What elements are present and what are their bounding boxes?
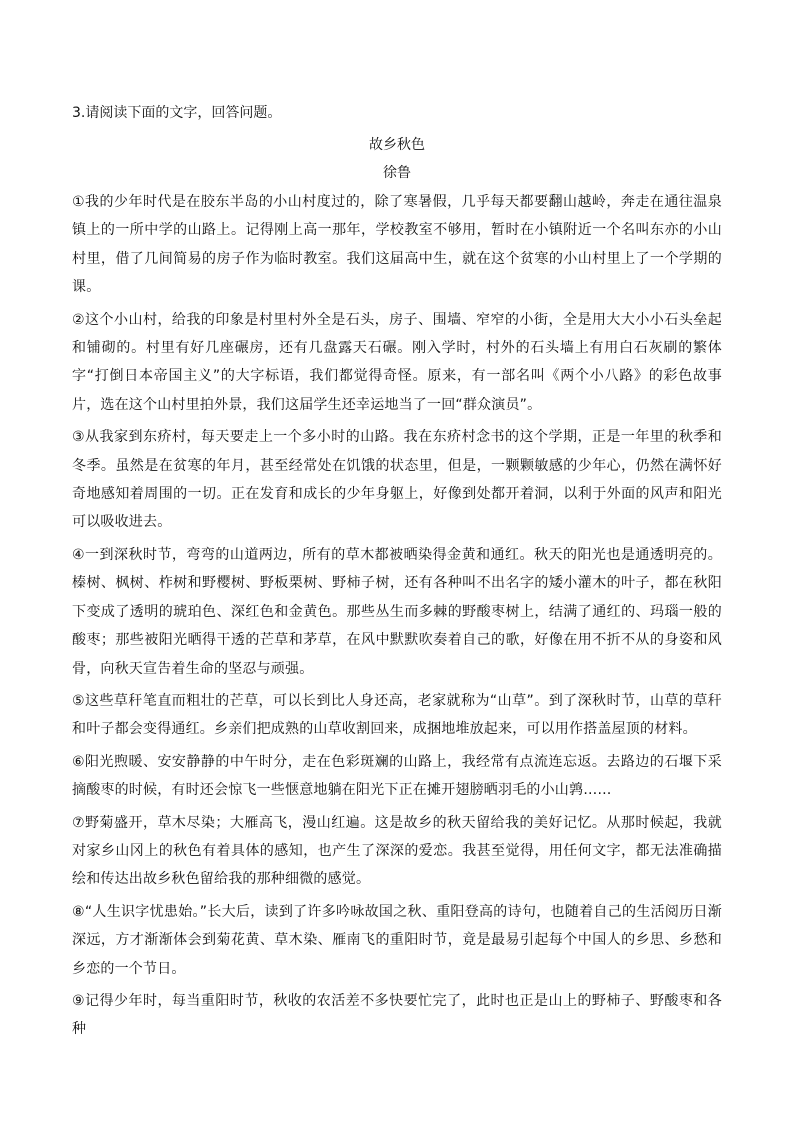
- article-title: 故乡秋色: [369, 137, 425, 153]
- document-page: [72, 103, 722, 1048]
- paragraph-1: ①我的少年时代是在胶东半岛的小山村度过的，除了寒暑假，几乎每天都要翻山越岭，奔走在通往温泉镇上的一所中学的山路上。记得刚上高一那年，学校教室不够用，暂时在小镇附近一个名叫东亦的小山村里，借了几间简易的房子作为临时教室。我们这届高中生，就在这个贫寒的小山村里上了一个学期的课。: [72, 194, 722, 296]
- paragraph-8: ⑧“人生识字忧患始。”长大后，读到了许多吟咏故国之秋、重阳登高的诗句，也随着自己的生活阅历日渐深远，方才渐渐体会到菊花黄、草木染、雁南飞的重阳时节，竟是最易引起每个中国人的乡思、乡愁和乡恋的一个节日。: [72, 903, 722, 977]
- article-body: [72, 188, 722, 1044]
- paragraph-3: ③从我家到东疥村，每天要走上一个多小时的山路。我在东疥村念书的这个学期，正是一年里的秋季和冬季。虽然是在贫寒的年月，甚至经常处在饥饿的状态里，但是，一颗颗敏感的少年心，仍然在满怀好奇地感知着周围的一切。正在发育和成长的少年身躯上，好像到处都开着洞，以利于外面的风声和阳光可以吸收进去。: [72, 429, 722, 531]
- paragraph-4: ④一到深秋时节，弯弯的山道两边，所有的草木都被晒染得金黄和通红。秋天的阳光也是通透明亮的。榛树、枫树、柞树和野樱树、野板栗树、野柿子树，还有各种叫不出名字的矮小灌木的叶子，都在秋阳下变成了透明的琥珀色、深红色和金黄色。那些丛生而多棘的野酸枣树上，结满了通红的、玛瑙一般的酸枣；那些被阳光晒得干透的芒草和茅草，在风中默默吹奏着自己的歌，好像在用不折不从的身姿和风骨，向秋天宣告着生命的坚忍与顽强。: [72, 546, 722, 677]
- paragraph-7: ⑦野菊盛开，草木尽染；大雁高飞，漫山红遍。这是故乡的秋天留给我的美好记忆。从那时候起，我就对家乡山冈上的秋色有着具体的感知，也产生了深深的爱恋。我甚至觉得，用任何文字，都无法准确描绘和传达出故乡秋色留给我的那种细微的感觉。: [72, 814, 722, 888]
- paragraph-9: ⑨记得少年时，每当重阳时节，秋收的农活差不多快要忙完了，此时也正是山上的野柿子、野酸枣和各种: [72, 992, 722, 1038]
- paragraph-5: ⑤这些草秆笔直而粗壮的芒草，可以长到比人身还高，老家就称为“山草”。到了深秋时节，山草的草秆和叶子都会变得通红。乡亲们把成熟的山草收割回来，成捆地堆放起来，可以用作搭盖屋顶的材料。: [72, 692, 722, 738]
- article-author: 徐鲁: [383, 165, 411, 181]
- paragraph-6: ⑥阳光煦暖、安安静静的中午时分，走在色彩斑斓的山路上，我经常有点流连忘返。去路边的石堰下采摘酸枣的时候，有时还会惊飞一些惬意地躺在阳光下正在摊开翅膀晒羽毛的小山鹑……: [72, 753, 722, 799]
- question-prompt: 3.请阅读下面的文字，回答问题。: [72, 105, 282, 121]
- paragraph-2: ②这个小山村，给我的印象是村里村外全是石头，房子、围墙、窄窄的小街，全是用大大小小石头垒起和铺砌的。村里有好几座碾房，还有几盘露天石碾。刚入学时，村外的石头墙上有用白石灰刷的繁体字“打倒日本帝国主义”的大字标语，我们都觉得奇怪。原来，有一部名叫《两个小八路》的彩色故事片，选在这个山村里拍外景，我们这届学生还幸运地当了一回“群众演员”。: [72, 311, 722, 413]
